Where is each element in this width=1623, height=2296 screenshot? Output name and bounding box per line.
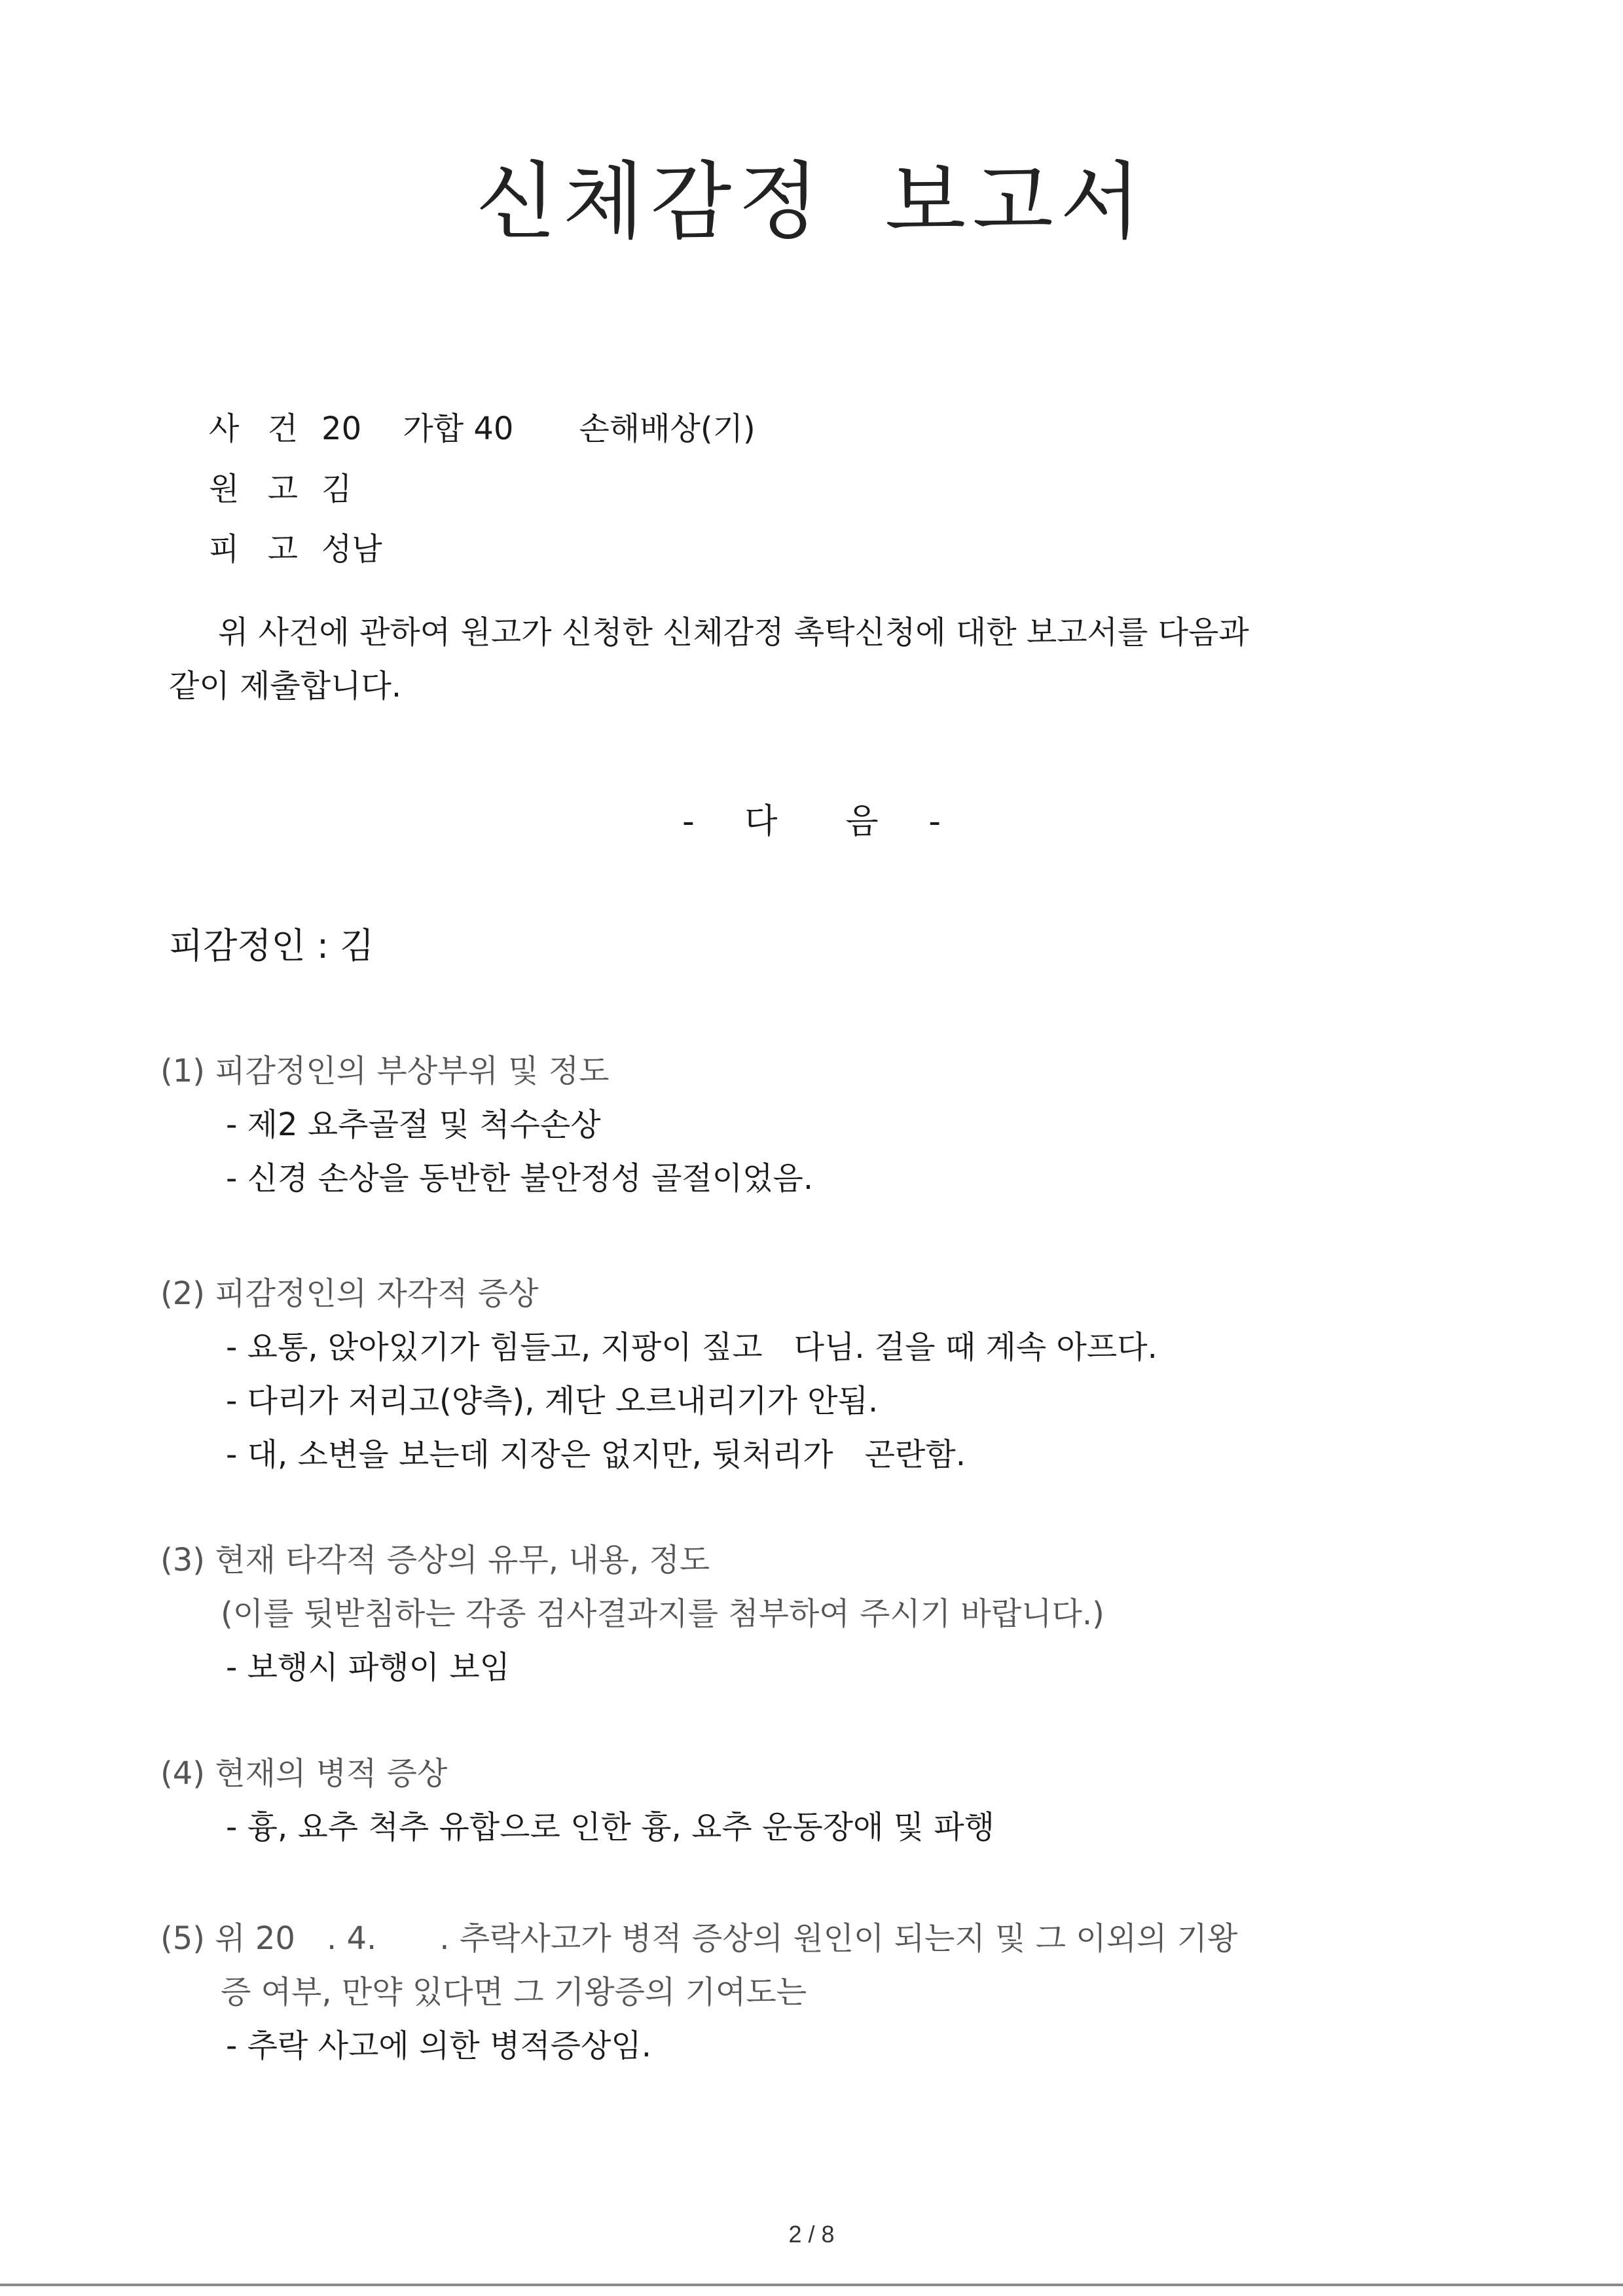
plaintiff-label: 원 고 [209,471,308,507]
section-5-question: (5) 위 20 . 4. . 추락사고가 병적 증상의 원인이 되는지 및 그 이외의 기왕 [160,1920,1238,1957]
case-type: 손해배상(기) [579,410,756,447]
section-3-answer-1: - 보행시 파행이 보임 [226,1649,511,1686]
intro-line-2: 같이 제출합니다. [169,668,402,704]
examinee-line: 피감정인 : 김 [169,925,374,966]
defendant-label: 피 고 [209,531,308,568]
defendant-row [169,487,382,606]
section-1-answer-1: - 제2 요추골절 및 척수손상 [226,1106,601,1143]
section-3-question-note: (이를 뒷받침하는 각종 검사결과지를 첨부하여 주시기 바랍니다.) [221,1595,1104,1632]
document-title: 신체감정 보고서 [475,153,1148,251]
section-1-answer-2: - 신경 손상을 동반한 불안정성 골절이었음. [226,1160,814,1197]
case-label: 사 건 [209,410,308,447]
section-2-answer-1: - 요통, 앉아있기가 힘들고, 지팡이 짚고 다님. 걸을 때 계속 아프다. [226,1329,1158,1366]
section-4-question: (4) 현재의 병적 증상 [160,1755,448,1792]
scan-edge-line [0,2284,1623,2286]
section-2-answer-2: - 다리가 저리고(양측), 계단 오르내리기가 안됨. [226,1383,879,1419]
plaintiff-name: 김 [321,471,352,507]
intro-paragraph [169,606,1413,713]
section-5 [160,1912,1470,2073]
section-1 [160,1044,1470,1205]
page-number: 2 / 8 [788,2221,835,2248]
section-2 [160,1267,1470,1482]
intro-line-1: 위 사건에 관하여 원고가 신청한 신체감정 촉탁신청에 대한 보고서를 다음과 [218,614,1249,651]
case-number: 20 가합 40 [321,410,514,447]
section-heading: - 다 음 - [682,802,941,841]
section-5-question-cont: 증 여부, 만약 있다면 그 기왕증의 기여도는 [221,1974,807,2011]
section-3 [160,1533,1470,1694]
section-4 [160,1747,1470,1854]
section-2-answer-3: - 대, 소변을 보는데 지장은 없지만, 뒷처리가 곤란함. [226,1436,966,1473]
section-2-question: (2) 피감정인의 자각적 증상 [160,1275,539,1312]
section-5-answer-1: - 추락 사고에 의한 병적증상임. [226,2028,652,2064]
section-1-question: (1) 피감정인의 부상부위 및 정도 [160,1053,610,1089]
defendant-name: 성남 [321,531,382,568]
section-4-answer-1: - 흉, 요추 척추 유합으로 인한 흉, 요추 운동장애 및 파행 [226,1809,995,1846]
section-3-question: (3) 현재 타각적 증상의 유무, 내용, 정도 [160,1542,710,1578]
